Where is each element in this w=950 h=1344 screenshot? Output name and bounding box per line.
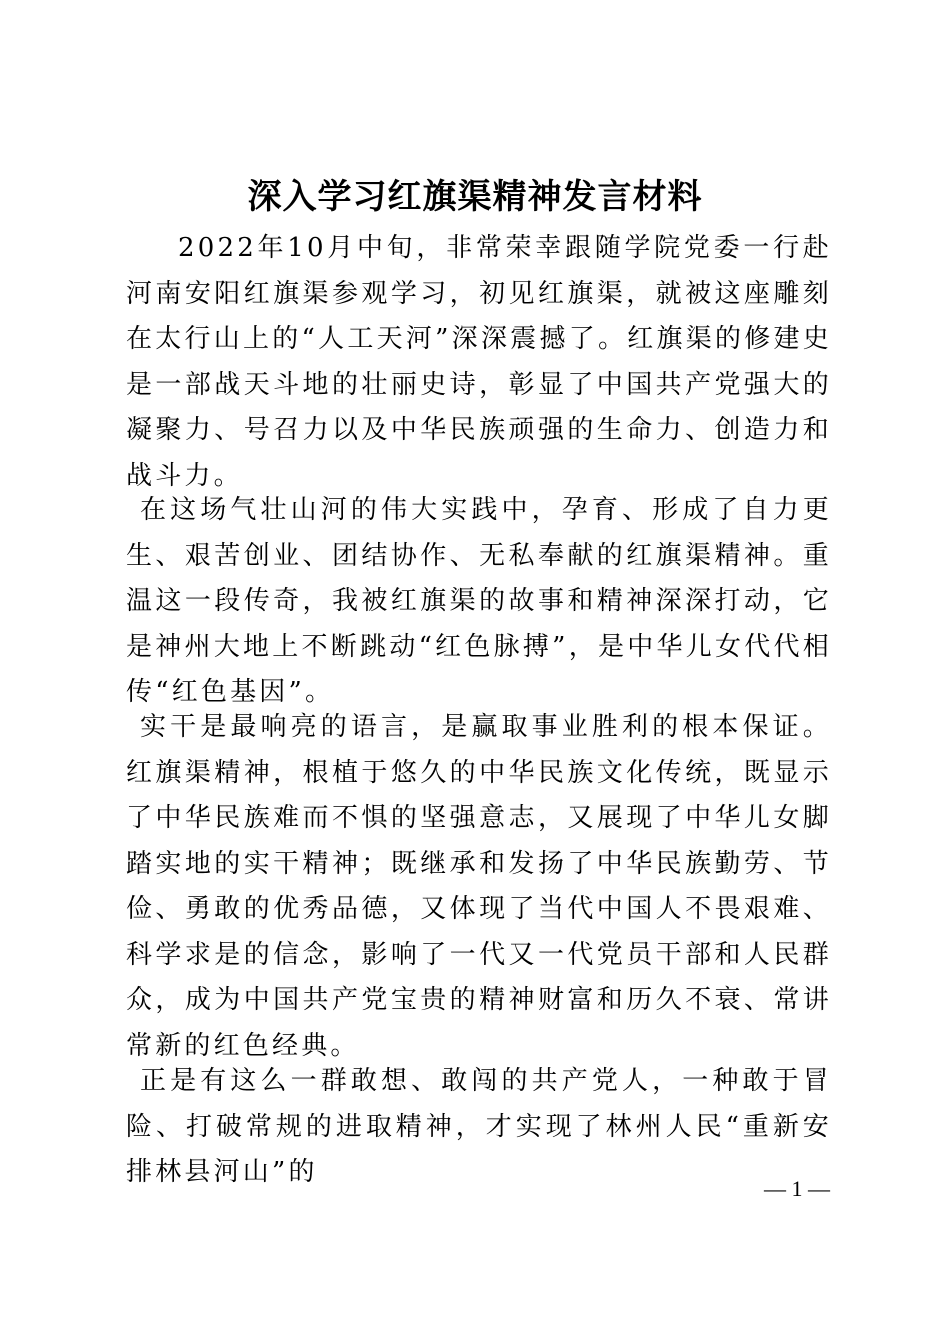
document-title: 深入学习红旗渠精神发言材料 [247, 177, 703, 217]
paragraph-2: 在这场气壮山河的伟大实践中，孕育、形成了自力更生、艰苦创业、团结协作、无私奉献的红旗渠精神。重温这一段传奇，我被红旗渠的故事和精神深深打动，它是神州大地上不断跳动“红色脉搏”，是中华儿女代代相传“红色基因”。 [126, 495, 832, 707]
page-number: — 1 — [764, 1176, 830, 1201]
paragraph-1: 2022年10月中旬，非常荣幸跟随学院党委一行赴河南安阳红旗渠参观学习，初见红旗渠，就被这座雕刻在太行山上的“人工天河”深深震撼了。红旗渠的修建史是一部战天斗地的壮丽史诗，彰显了中国共产党强大的凝聚力、号召力以及中华民族顽强的生命力、创造力和战斗力。 [126, 233, 832, 491]
paragraph-4: 正是有这么一群敢想、敢闯的共产党人，一种敢于冒险、打破常规的进取精神，才实现了林州人民“重新安排林县河山”的 [126, 1066, 832, 1187]
paragraph-3: 实干是最响亮的语言，是赢取事业胜利的根本保证。红旗渠精神，根植于悠久的中华民族文化传统，既显示了中华民族难而不惧的坚强意志，又展现了中华儿女脚踏实地的实干精神；既继承和发扬了中华民族勤劳、节俭、勇敢的优秀品德，又体现了当代中国人不畏艰难、科学求是的信念，影响了一代又一代党员干部和人民群众，成为中国共产党宝贵的精神财富和历久不衰、常讲常新的红色经典。 [126, 712, 832, 1061]
